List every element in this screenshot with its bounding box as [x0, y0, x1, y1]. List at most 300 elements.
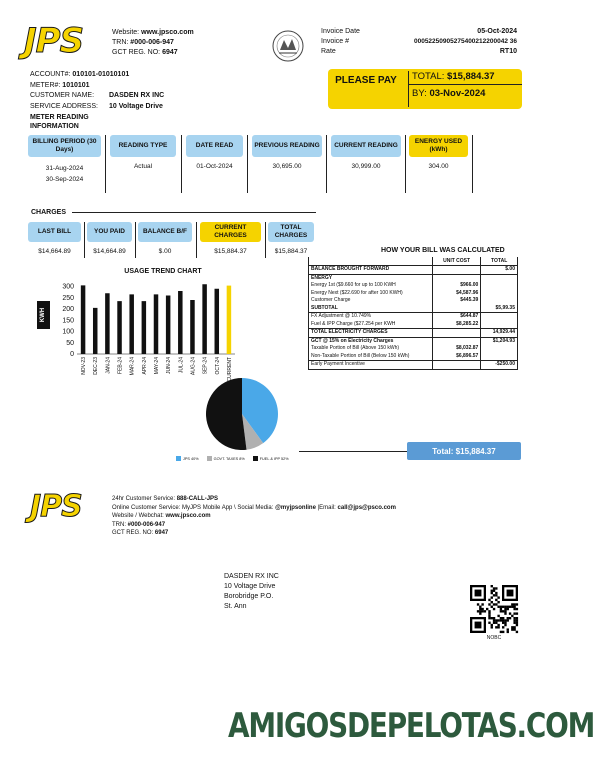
account-info — [30, 70, 164, 131]
energy-used-cell: 304.00 — [428, 163, 449, 170]
website-value[interactable]: www.jpsco.com — [141, 29, 194, 36]
watermark: AMIGOSDEPELOTAS.COM — [228, 706, 594, 746]
qr-module — [497, 615, 499, 617]
address-line: Borobridge P.O. — [224, 593, 274, 600]
qr-module — [497, 601, 499, 603]
unit-cost-header: UNIT COST — [443, 258, 471, 264]
meter-col-divider — [472, 135, 473, 193]
calc-row — [309, 266, 517, 275]
meter-col-divider — [405, 135, 406, 193]
qr-module — [511, 628, 513, 630]
meter-label: METER#: — [30, 81, 61, 89]
address-label: SERVICE ADDRESS: — [30, 102, 98, 110]
calc-unit-cost — [433, 329, 481, 337]
calc-unit-cost — [433, 338, 481, 346]
rate-value: RT10 — [499, 48, 517, 55]
current-charges-value: $15,884.37 — [214, 248, 247, 255]
footer-gct: 6947 — [154, 530, 169, 536]
meter-col-divider — [326, 135, 327, 193]
qr-module — [486, 608, 488, 610]
qr-module — [513, 608, 515, 610]
calc-total: 14,929.44 — [492, 329, 515, 335]
qr-module — [497, 626, 499, 628]
qr-module — [507, 608, 509, 610]
calc-unit-cost — [433, 361, 481, 369]
legend-swatch — [176, 456, 181, 461]
qr-module — [504, 612, 506, 614]
invoice-date: 05-Oct-2024 — [477, 28, 517, 35]
calc-unit-cost — [433, 305, 481, 313]
usage-bar — [117, 301, 122, 354]
calc-total — [481, 345, 517, 353]
calc-total — [481, 282, 517, 290]
calc-row — [309, 313, 517, 321]
qr-module — [484, 610, 486, 612]
calc-label: BALANCE BROUGHT FORWARD — [311, 266, 390, 272]
calc-unit-cost: $6,896.57 — [456, 352, 479, 359]
service-phone[interactable]: 888-CALL-JPS — [176, 496, 219, 502]
mailing-address — [224, 572, 279, 612]
qr-module — [516, 612, 518, 614]
qr-module — [479, 612, 481, 614]
calc-total-header: TOTAL — [491, 258, 508, 264]
calc-row — [309, 305, 517, 314]
meter-col-divider — [181, 135, 182, 193]
qr-module — [513, 619, 515, 621]
please-pay-box — [328, 69, 522, 109]
gct-label: GCT REG. NO: — [112, 49, 161, 56]
y-tick-label: 50 — [66, 339, 74, 347]
y-tick-label: 150 — [62, 317, 74, 325]
meter-reading-heading: METER READING INFORMATION — [30, 114, 89, 130]
calc-label: Energy 1st ($9.660 for up to 100 KWH — [311, 282, 396, 288]
calc-row — [309, 329, 517, 338]
usage-bar — [81, 285, 86, 354]
calc-label: SUBTOTAL — [311, 304, 338, 311]
qr-module — [511, 626, 513, 628]
footer-contact — [112, 495, 396, 538]
qr-module — [504, 608, 506, 610]
calc-unit-cost — [433, 275, 481, 283]
qr-module — [488, 617, 490, 619]
pie-slice-fuel-ipp — [206, 378, 247, 450]
current-charges-header: CURRENT CHARGES — [200, 222, 261, 242]
rate-label: Rate — [321, 48, 336, 55]
account-label: ACCOUNT#: — [30, 71, 71, 78]
calc-total: $5,99.35 — [495, 304, 515, 311]
qr-module — [491, 617, 493, 619]
pay-by-date: 03-Nov-2024 — [429, 88, 486, 99]
qr-module — [504, 619, 506, 621]
qr-label: NOBC — [486, 635, 502, 641]
calc-unit-cost: $4,587.96 — [456, 289, 479, 296]
calc-label: Customer Charge — [311, 297, 351, 303]
y-tick-label: 100 — [62, 328, 74, 336]
qr-module — [481, 603, 483, 605]
calc-unit-cost: $8,285.22 — [456, 320, 479, 327]
calc-label: Taxable Portion of Bill (Above 150 kWh) — [311, 345, 400, 351]
total-charges-value: $15,884.37 — [274, 248, 308, 255]
period-end: 30-Sep-2024 — [45, 176, 84, 183]
reading-type-cell: Actual — [133, 163, 153, 170]
calc-unit-cost: $644.87 — [460, 313, 479, 319]
last-bill-value: $14,664.89 — [38, 248, 71, 255]
y-tick-label: 250 — [62, 294, 74, 302]
customer-name: DASDEN RX INC — [109, 92, 165, 99]
calc-rows — [309, 266, 517, 369]
qr-module — [513, 606, 515, 608]
qr-module — [500, 608, 502, 610]
qr-module — [491, 601, 493, 603]
calc-label: Fuel & IPP Charge ($27.254 per KWH — [311, 320, 396, 327]
usage-trend-chart — [55, 278, 245, 382]
pay-divider — [408, 71, 409, 107]
x-tick-label: CURRENT — [226, 357, 233, 382]
customer-label: CUSTOMER NAME: — [30, 92, 95, 99]
balance-bf-value: $.00 — [158, 248, 172, 255]
website-label: Website: — [112, 29, 140, 36]
qr-module — [495, 592, 497, 594]
qr-module — [493, 603, 495, 605]
qr-finder-core — [507, 590, 514, 597]
calc-row — [309, 275, 517, 283]
qr-module — [507, 606, 509, 608]
total-charges-header: TOTAL CHARGES — [268, 222, 314, 242]
qr-module — [500, 606, 502, 608]
total-leader-line — [299, 451, 407, 452]
pay-total — [412, 71, 495, 83]
x-tick-label: JUL-24 — [178, 357, 185, 374]
date-read-cell: 01-Oct-2024 — [196, 163, 233, 170]
usage-bar — [190, 300, 195, 354]
qr-module — [495, 619, 497, 621]
calc-label: Energy Next ($22.690 for after 100 KWH) — [311, 289, 403, 296]
qr-module — [491, 592, 493, 594]
calc-unit-cost — [433, 266, 481, 274]
qr-module — [481, 608, 483, 610]
x-tick-label: SEP-24 — [202, 357, 209, 375]
qr-module — [511, 615, 513, 617]
calc-total — [481, 321, 517, 329]
qr-module — [502, 631, 504, 633]
current-reading-cell: 30,999.00 — [351, 163, 381, 170]
qr-module — [516, 619, 518, 621]
calc-row — [309, 361, 517, 369]
qr-module — [495, 603, 497, 605]
usage-bar — [142, 301, 147, 354]
qr-module — [488, 599, 490, 601]
qr-module — [500, 631, 502, 633]
qr-module — [504, 624, 506, 626]
calc-label: FX Adjustment @ 10.749% — [311, 313, 372, 319]
qr-module — [502, 617, 504, 619]
qr-module — [493, 608, 495, 610]
calc-row — [309, 321, 517, 330]
pie-legend-item — [176, 456, 199, 461]
qr-module — [507, 619, 509, 621]
calc-total: $.00 — [505, 266, 515, 272]
qr-module — [507, 631, 509, 633]
qr-module — [493, 587, 495, 589]
service-label: 24hr Customer Service: — [112, 496, 176, 502]
qr-module — [509, 606, 511, 608]
qr-module — [488, 612, 490, 614]
qr-module — [481, 610, 483, 612]
qr-module — [479, 606, 481, 608]
calc-unit-cost: $8,032.87 — [456, 345, 479, 351]
qr-module — [513, 603, 515, 605]
pay-by — [412, 88, 485, 100]
x-tick-label: OCT-24 — [214, 357, 221, 375]
charges-col-divider — [135, 222, 136, 258]
y-tick-label: 200 — [62, 306, 74, 313]
x-tick-label: DEC-23 — [93, 357, 100, 375]
usage-bar — [129, 294, 134, 354]
invoice-date-label: Invoice Date — [321, 28, 360, 35]
billing-period-header: BILLING PERIOD (30 Days) — [28, 135, 101, 157]
calc-row — [309, 290, 517, 298]
qr-module — [488, 610, 490, 612]
qr-module — [500, 617, 502, 619]
kwh-axis-text: KWH — [40, 307, 47, 323]
legend-label: FUEL & IPP 52% — [259, 456, 289, 461]
address-line: St. Ann — [224, 603, 247, 610]
qr-module — [500, 619, 502, 621]
qr-module — [491, 626, 493, 628]
calc-title: HOW YOUR BILL WAS CALCULATED — [381, 247, 505, 254]
legend-label: JPS 40% — [183, 456, 199, 461]
calc-label: ENERGY — [311, 274, 333, 281]
calc-total: -$250.00 — [495, 361, 515, 367]
calc-row — [309, 282, 517, 290]
qr-finder-core — [475, 590, 482, 597]
calc-total: $1,204.93 — [492, 337, 515, 344]
qr-module — [513, 628, 515, 630]
qr-module — [507, 628, 509, 630]
x-tick-label: AUG-24 — [190, 357, 197, 376]
qr-module — [500, 610, 502, 612]
y-tick-label: 300 — [62, 283, 74, 291]
x-tick-label: JAN-24 — [105, 357, 112, 374]
qr-module — [495, 622, 497, 624]
qr-module — [495, 587, 497, 589]
pie-legend-item — [253, 456, 289, 461]
qr-module — [502, 610, 504, 612]
qr-module — [516, 617, 518, 619]
calc-row — [309, 338, 517, 346]
qr-module — [509, 617, 511, 619]
footer-gct-label: GCT REG. NO: — [112, 530, 154, 536]
previous-reading-header: PREVIOUS READING — [252, 135, 322, 157]
x-tick-label: FEB-24 — [117, 357, 124, 374]
billing-period-cell — [28, 163, 101, 185]
calc-total — [481, 297, 517, 305]
charges-rule — [72, 212, 316, 213]
calc-total — [481, 353, 517, 361]
service-address: 10 Voltage Drive — [109, 102, 163, 110]
legend-swatch — [207, 456, 212, 461]
qr-module — [493, 590, 495, 592]
qr-finder-core — [475, 622, 482, 629]
qr-module — [477, 610, 479, 612]
online-service-label: Online Customer Service: MyJPS Mobile App \ Social Media: — [112, 504, 274, 511]
you-paid-header: YOU PAID — [87, 222, 132, 242]
trn-value: #000-006-947 — [130, 39, 174, 46]
qr-code-icon[interactable] — [470, 585, 518, 633]
qr-module — [488, 603, 490, 605]
qr-module — [502, 619, 504, 621]
legend-label: GOVT. TAXES 8% — [213, 456, 245, 461]
usage-bar — [202, 284, 207, 354]
trn-label: TRN: — [112, 39, 129, 46]
usage-bar — [215, 289, 220, 354]
y-tick-label: 0 — [70, 351, 74, 358]
usage-bar — [105, 293, 110, 354]
qr-module — [479, 610, 481, 612]
qr-module — [491, 606, 493, 608]
footer-trn: #000-006-947 — [127, 521, 166, 528]
x-tick-label: NOV-23 — [81, 357, 88, 375]
company-info — [112, 28, 194, 58]
charges-col-divider — [265, 222, 266, 258]
please-pay-label: PLEASE PAY — [335, 75, 397, 86]
balance-bf-header: BALANCE B/F — [138, 222, 192, 242]
period-start: 31-Aug-2024 — [45, 165, 84, 172]
last-bill-header: LAST BILL — [28, 222, 81, 242]
legend-swatch — [253, 456, 258, 461]
kwh-axis-label — [37, 301, 50, 329]
qr-module — [516, 622, 518, 624]
usage-bar — [93, 308, 98, 354]
pay-total-amount: $15,884.37 — [447, 71, 495, 82]
qr-module — [491, 585, 493, 587]
usage-bar — [166, 296, 171, 355]
calc-row — [309, 353, 517, 362]
qr-module — [513, 626, 515, 628]
pay-by-label: BY: — [412, 88, 427, 99]
meter-number: 1010101 — [62, 81, 90, 89]
gct-value: 6947 — [162, 49, 178, 56]
qr-module — [491, 596, 493, 598]
bill-breakdown-pie-chart — [200, 374, 284, 458]
pie-legend — [176, 456, 289, 461]
qr-module — [497, 619, 499, 621]
calc-total — [481, 290, 517, 298]
qr-module — [502, 606, 504, 608]
qr-module — [516, 631, 518, 633]
jps-footer-logo: JPS — [30, 489, 82, 524]
calc-unit-cost: $445.39 — [460, 297, 479, 303]
qr-module — [495, 599, 497, 601]
address-line: 10 Voltage Drive — [224, 583, 276, 590]
qr-module — [504, 606, 506, 608]
qr-module — [488, 622, 490, 624]
social-handle[interactable]: @myjpsonline — [275, 504, 316, 511]
qr-module — [488, 615, 490, 617]
invoice-meta — [321, 27, 517, 57]
email-label: |Email: — [317, 504, 336, 511]
qr-module — [493, 619, 495, 621]
calc-label: GCT @ 15% on Electricity Charges — [311, 337, 394, 344]
qr-module — [497, 624, 499, 626]
x-tick-label: JUN-24 — [166, 357, 173, 374]
qr-module — [491, 624, 493, 626]
calc-label: TOTAL ELECTRICITY CHARGES — [311, 329, 388, 335]
charges-col-divider — [196, 222, 197, 258]
qr-module — [495, 594, 497, 596]
qr-module — [493, 617, 495, 619]
energy-used-header: ENERGY USED (kWh) — [409, 135, 468, 157]
qr-module — [516, 624, 518, 626]
email-link[interactable]: call@jps@psco.com — [337, 504, 396, 511]
charges-col-divider — [84, 222, 85, 258]
qr-module — [504, 610, 506, 612]
qr-module — [479, 608, 481, 610]
qr-module — [497, 596, 499, 598]
date-read-header: DATE READ — [186, 135, 243, 157]
calc-row — [309, 297, 517, 305]
jps-logo: JPS — [24, 21, 84, 61]
x-tick-label: MAY-24 — [154, 357, 160, 375]
qr-module — [511, 606, 513, 608]
qr-module — [516, 603, 518, 605]
qr-module — [502, 626, 504, 628]
charges-title: CHARGES — [31, 209, 67, 216]
qr-module — [513, 622, 515, 624]
usage-chart-title: USAGE TREND CHART — [124, 268, 202, 275]
qr-module — [504, 622, 506, 624]
usage-bar — [154, 294, 159, 354]
coat-of-arms-icon — [270, 28, 306, 64]
calc-row — [309, 345, 517, 353]
webchat-label: Website / Webchat: — [112, 513, 164, 519]
qr-module — [507, 617, 509, 619]
qr-module — [509, 612, 511, 614]
qr-module — [497, 606, 499, 608]
usage-bar — [178, 291, 183, 354]
qr-module — [493, 622, 495, 624]
reading-type-header: READING TYPE — [110, 135, 176, 157]
qr-module — [513, 612, 515, 614]
grand-total-badge: Total: $15,884.37 — [407, 442, 521, 460]
pay-row-divider — [409, 84, 522, 85]
previous-reading-cell: 30,695.00 — [272, 163, 302, 170]
usage-bar — [227, 286, 232, 354]
you-paid-value: $14,664.89 — [93, 248, 126, 255]
calc-unit-cost: $966.00 — [460, 282, 479, 288]
qr-module — [493, 594, 495, 596]
invoice-number-label: Invoice # — [321, 38, 350, 45]
account-number: 010101-01010101 — [72, 71, 130, 78]
calc-total — [481, 275, 517, 283]
meter-col-divider — [247, 135, 248, 193]
qr-module — [513, 617, 515, 619]
qr-module — [516, 608, 518, 610]
meter-col-divider — [105, 135, 106, 193]
current-reading-header: CURRENT READING — [331, 135, 401, 157]
invoice-number: 00052250905275400212200042 36 — [413, 38, 517, 45]
calc-table — [308, 257, 518, 370]
calc-total — [481, 313, 517, 321]
qr-module — [491, 590, 493, 592]
x-tick-label: MAR-24 — [129, 357, 136, 376]
address-line: DASDEN RX INC — [224, 573, 279, 580]
webchat-link[interactable]: www.jpsco.com — [165, 513, 211, 519]
pie-legend-item — [207, 456, 245, 461]
x-tick-label: APR-24 — [141, 357, 148, 375]
qr-module — [495, 626, 497, 628]
qr-module — [477, 603, 479, 605]
